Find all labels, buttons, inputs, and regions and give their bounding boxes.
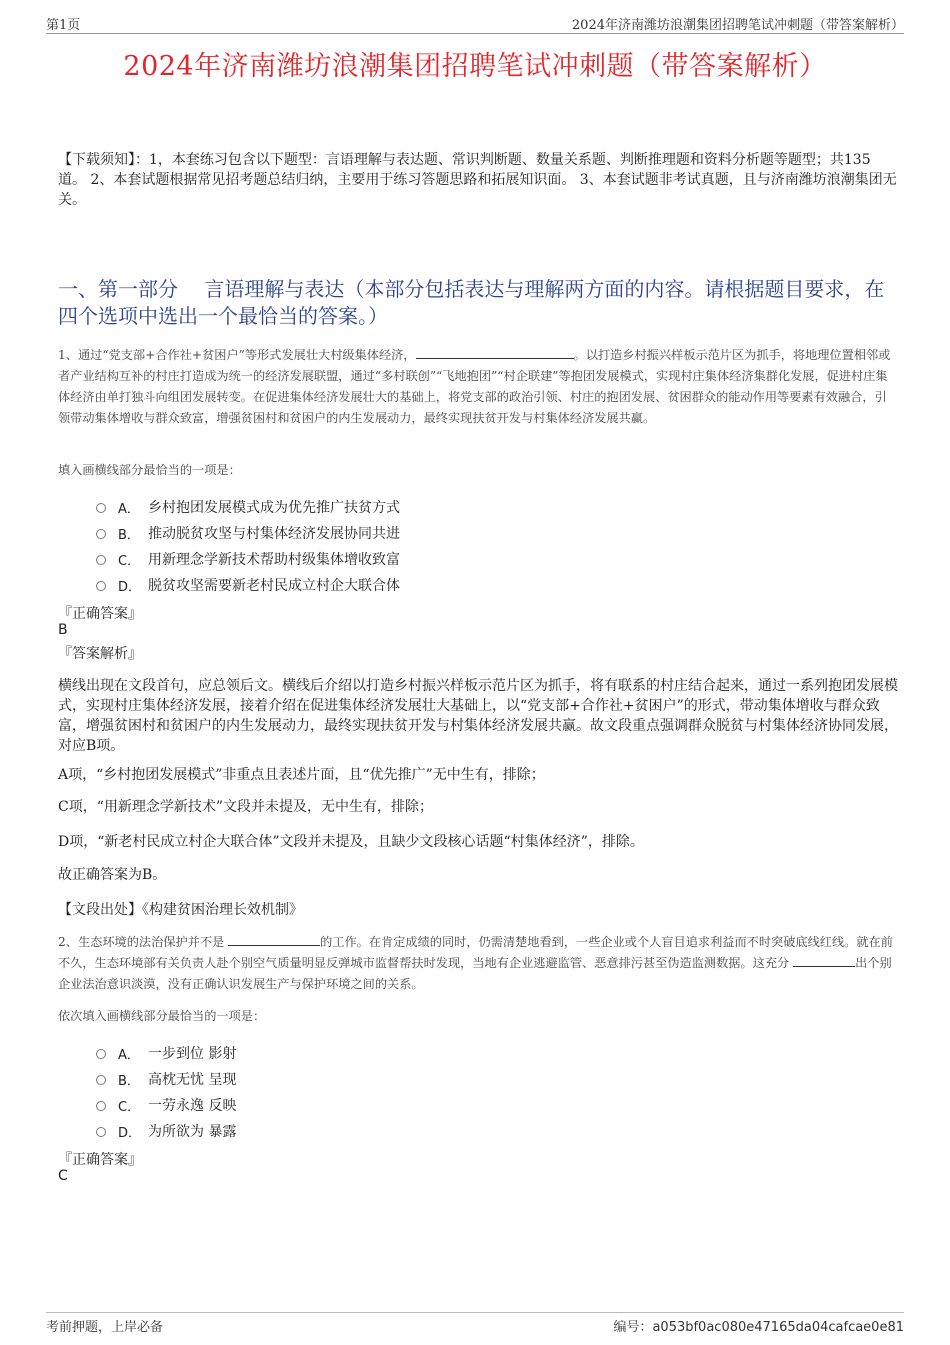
radio-icon[interactable]: [96, 503, 106, 513]
option-d[interactable]: D． 脱贫攻坚需要新老村民成立村企大联合体: [96, 575, 400, 595]
section-heading: 一、第一部分 言语理解与表达（本部分包括表达与理解两方面的内容。请根据题目要求，在四个选项中选出一个最恰当的答案。）: [58, 277, 885, 328]
question-1-text: 1、通过“党支部+合作社+贫困户”等形式发展壮大村级集体经济， 。以打造乡村振兴样板示范片区为抓手，将地理位置相邻或者产业结构互补的村庄打造成为统一的经济发展联盟，通过“多村联创”“飞地抱团”“村企联建”等抱团发展模式，实现村庄集体经济集群化发展，促进村庄集体经济由单打独斗向组团发展转变。在促进集体经济发展壮大的基础上，将党支部的政治引领、村庄的抱团发展、贫困群众的能动作用等要素有效融合，引领带动集体增收与群众致富，增强贫困村和贫困户的内生发展动力，最终实现扶贫开发与村集体经济发展共赢。: [58, 348, 891, 425]
page-number: 第1页: [46, 18, 81, 33]
header-divider: [46, 33, 904, 34]
option-c[interactable]: C． 一劳永逸 反映: [96, 1095, 236, 1115]
option-b[interactable]: B． 推动脱贫攻坚与村集体经济发展协同共进: [96, 523, 400, 543]
answer-blank: [416, 346, 574, 359]
option-b[interactable]: B． 高枕无忧 呈现: [96, 1069, 236, 1089]
analysis-label: 『答案解析』: [58, 646, 142, 662]
answer-blank: [793, 954, 855, 967]
analysis-option-d: D项，“新老村民成立村企大联合体”文段并未提及，且缺少文段核心话题“村集体经济”，排除。: [58, 834, 644, 850]
analysis-option-a: A项，“乡村抱团发展模式”非重点且表述片面，且“优先推广”无中生有，排除；: [58, 767, 545, 783]
footer-slogan: 考前押题，上岸必备: [46, 1320, 164, 1335]
radio-icon[interactable]: [96, 529, 106, 539]
option-d[interactable]: D． 为所欲为 暴露: [96, 1121, 236, 1141]
answer-blank: [228, 933, 320, 946]
option-a[interactable]: A． 乡村抱团发展模式成为优先推广扶贫方式: [96, 497, 400, 517]
analysis-option-c: C项，“用新理念学新技术”文段并未提及，无中生有，排除；: [58, 799, 434, 815]
source-citation: 【文段出处】《构建贫困治理长效机制》: [58, 902, 303, 918]
radio-icon[interactable]: [96, 1127, 106, 1137]
radio-icon[interactable]: [96, 581, 106, 591]
question-2-text: 2、生态环境的法治保护并不是 的工作。在肯定成绩的同时，仍需清楚地看到，一些企业或个人盲目追求利益而不时突破底线红线。就在前不久，生态环境部有关负责人赴个别空气质量明显反弹城市监督帮扶时发现，当地有企业逃避监管、恶意排污甚至伪造监测数据。这充分 出个别企业法治意识淡漠，没有正确认识发展生产与保护环境之间的关系。: [58, 935, 893, 991]
radio-icon[interactable]: [96, 1101, 106, 1111]
option-a[interactable]: A． 一步到位 影射: [96, 1043, 236, 1063]
analysis-paragraph: 横线出现在文段首句，应总领后文。横线后介绍以打造乡村振兴样板示范片区为抓手，将有联系的村庄结合起来，通过一系列抱团发展模式，实现村庄集体经济发展，接着介绍在促进集体经济发展壮大基础上，以“党支部+合作社+贫困户”的形式，带动集体增收与群众致富，增强贫困村和贫困户的内生发展动力，最终实现扶贫开发与村集体经济发展共赢。故文段重点强调群众脱贫与村集体经济协同发展，对应B项。: [58, 678, 898, 754]
question-2-prompt: 依次填入画横线部分最恰当的一项是：: [58, 1009, 266, 1023]
option-c[interactable]: C． 用新理念学新技术帮助村级集体增收致富: [96, 549, 400, 569]
document-title: 2024年济南潍坊浪潮集团招聘笔试冲刺题（带答案解析）: [123, 51, 827, 82]
answer-label: 『正确答案』: [58, 1152, 142, 1168]
question-1-prompt: 填入画横线部分最恰当的一项是：: [58, 463, 241, 477]
document-code: 编号：a053bf0ac080e47165da04cafcae0e81: [613, 1320, 904, 1335]
correct-answer: B: [58, 622, 68, 638]
radio-icon[interactable]: [96, 1075, 106, 1085]
radio-icon[interactable]: [96, 555, 106, 565]
header-doc-title: 2024年济南潍坊浪潮集团招聘笔试冲刺题（带答案解析）: [571, 18, 904, 33]
answer-label: 『正确答案』: [58, 606, 142, 622]
radio-icon[interactable]: [96, 1049, 106, 1059]
download-notice: 【下载须知】：1，本套练习包含以下题型：言语理解与表达题、常识判断题、数量关系题、判断推理题和资料分析题等题型；共135道。 2、本套试题根据常见招考题总结归纳，主要用于练习答题思路和拓展知识面。 3、本套试题非考试真题，且与济南潍坊浪潮集团无关。: [58, 152, 897, 208]
footer-divider: [46, 1312, 904, 1313]
analysis-conclusion: 故正确答案为B。: [58, 867, 167, 883]
correct-answer: C: [58, 1168, 68, 1184]
